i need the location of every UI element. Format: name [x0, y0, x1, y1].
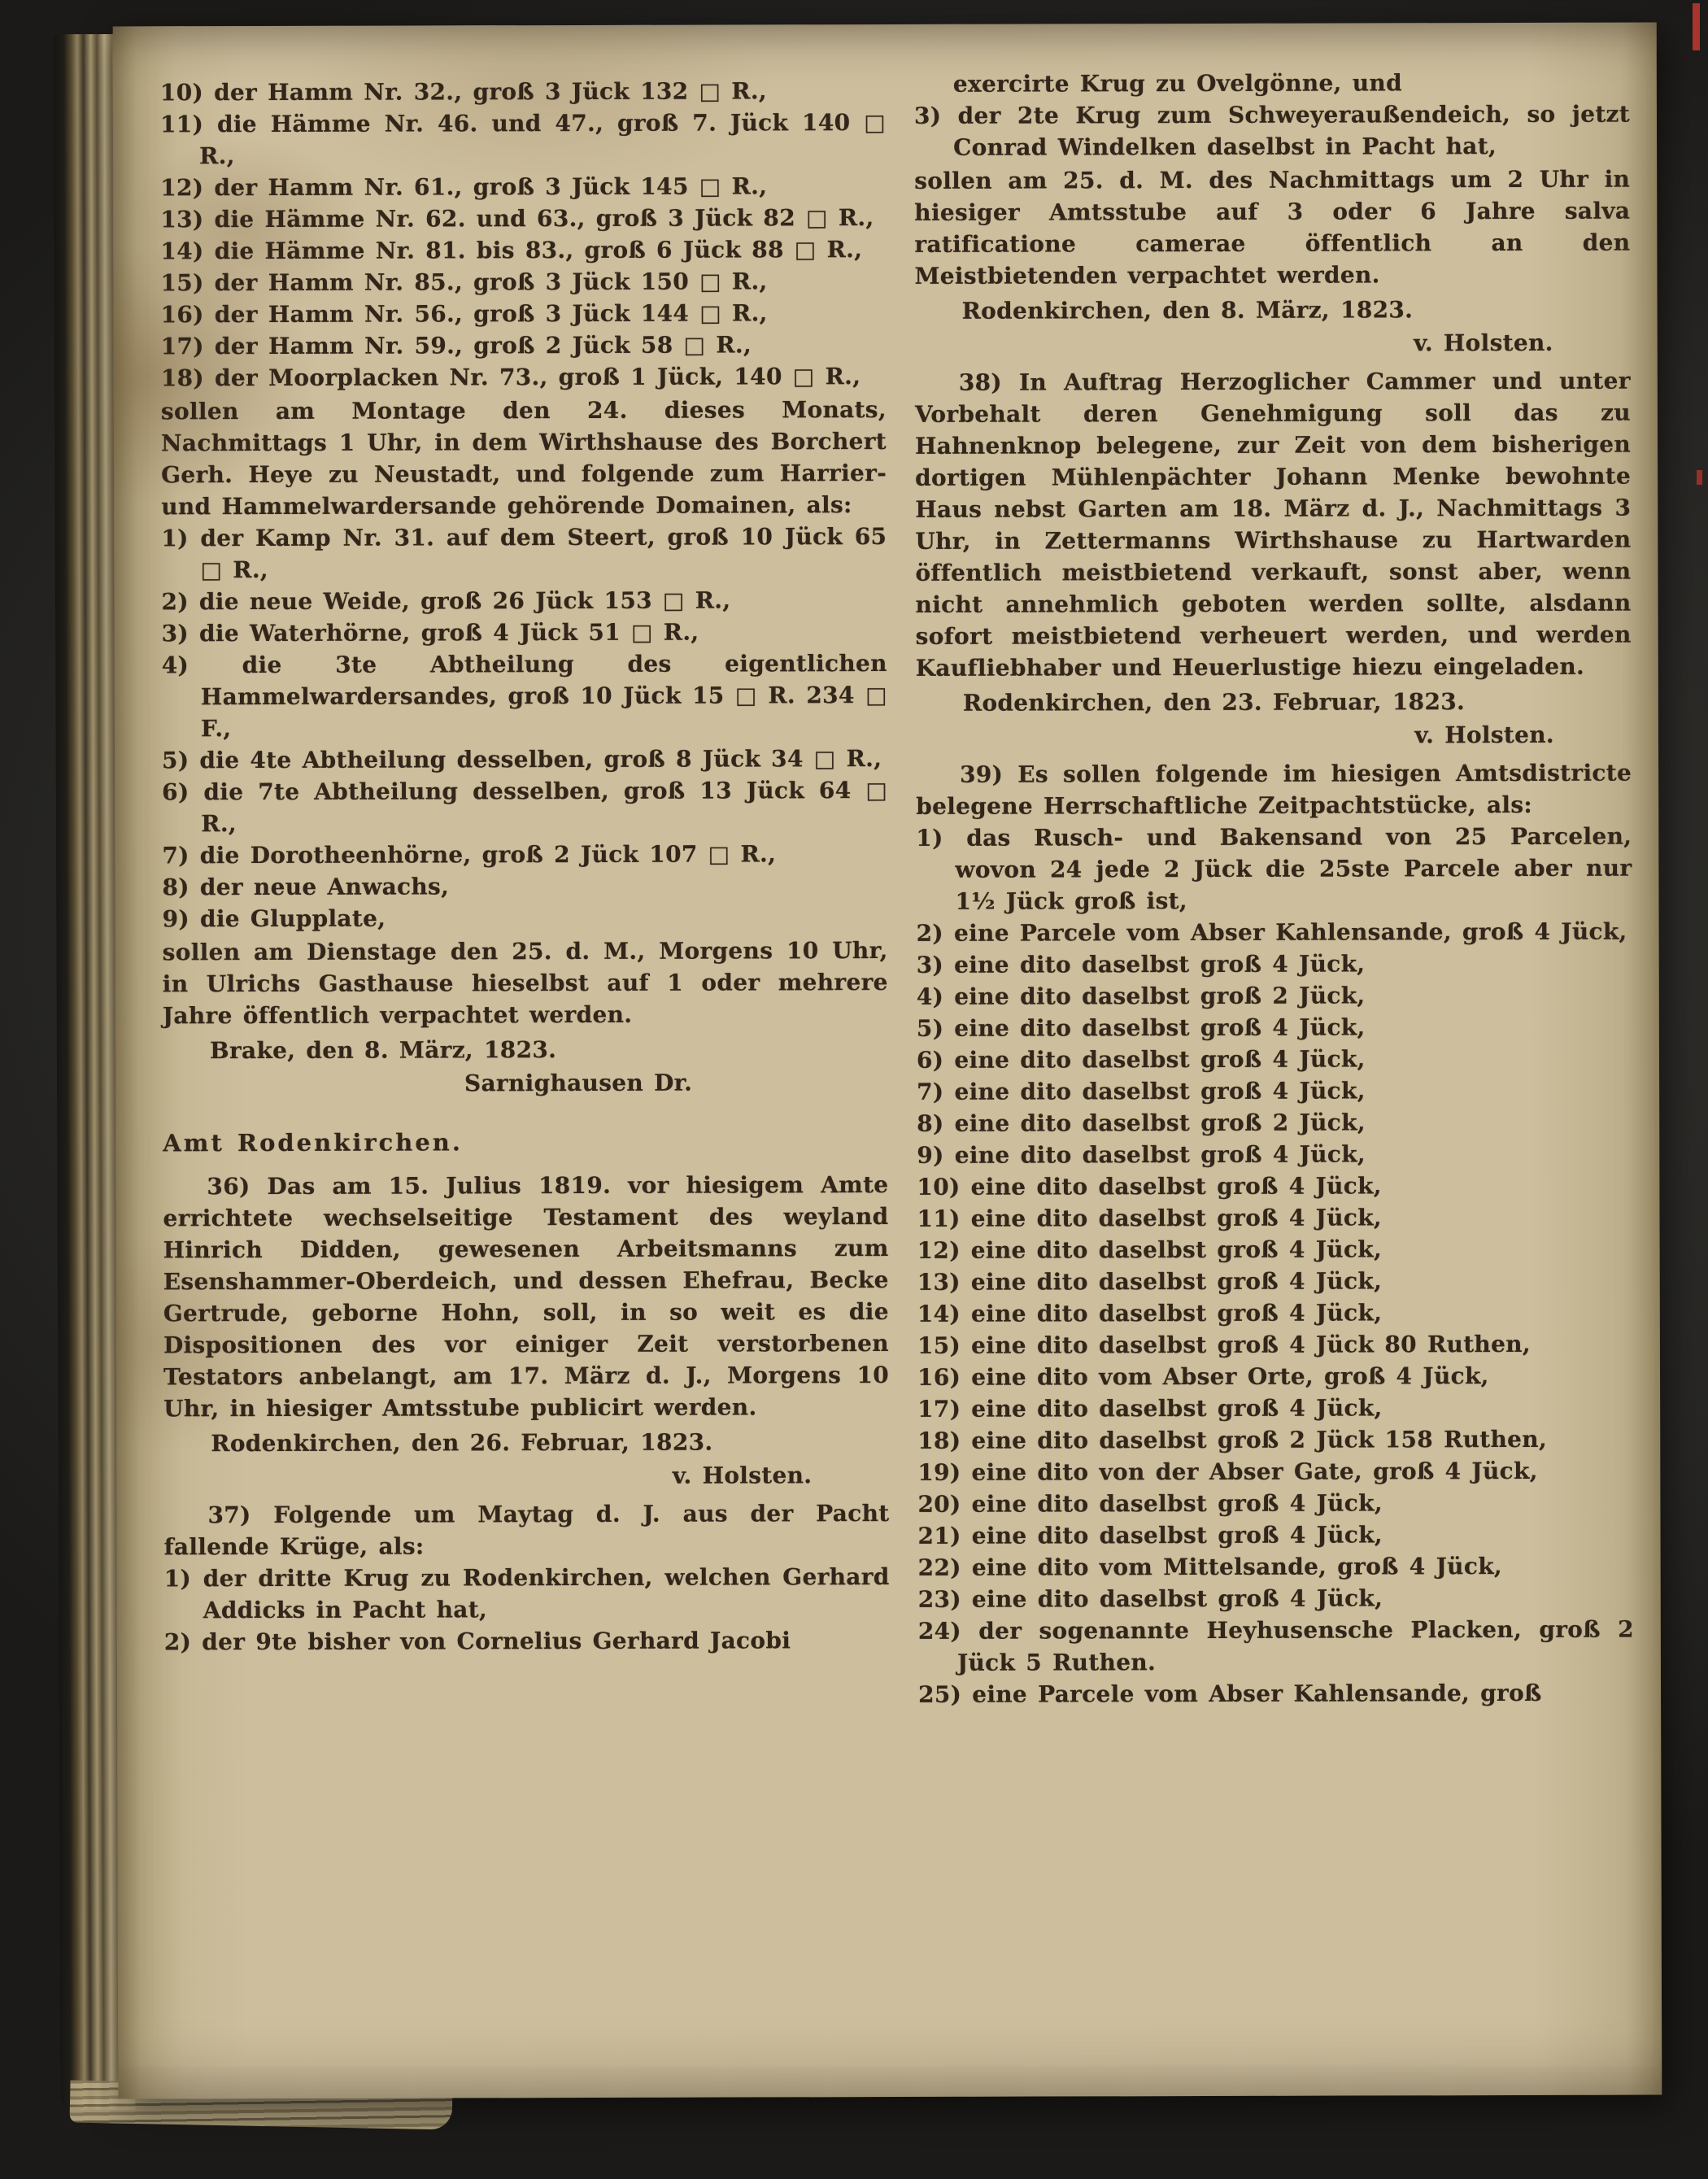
text-block: 3) die Waterhörne, groß 4 Jück 51 □ R., [161, 618, 699, 647]
text-block: 4) eine dito daselbst groß 2 Jück, [916, 982, 1366, 1010]
text-block: sollen am Montage den 24. dieses Monats, Nachmittags 1 Uhr, in dem Wirthshause des Borchert Gerh. Heye zu Neustadt, und folgende zum Harrier- und Hammelwardersande gehörende Domainen, als: [160, 396, 887, 521]
text-block: 11) eine dito daselbst groß 4 Jück, [917, 1204, 1382, 1232]
text-block: 21) eine dito daselbst groß 4 Jück, [917, 1521, 1383, 1549]
text-block: 36) Das am 15. Julius 1819. vor hiesigem Amte errichtete wechselseitige Testament des weyland Hinrich Didden, gewesenen Arbeitsmanns zum Esenshammer-Oberdeich, und dessen Ehefrau, Becke Gertrude, geborne Hohn, soll, in so weit es die Dispositionen des vor einiger Zeit verstorbenen Testators anbelangt, am 17. März d. J., Morgens 10 Uhr, in hiesiger Amtsstube publicirt werden. [163, 1170, 890, 1423]
text-block: 3) der 2te Krug zum Schweyeraußendeich, so jetzt Conrad Windelken daselbst in Pacht hat, [913, 100, 1630, 161]
text-block: 16) eine dito vom Abser Orte, groß 4 Jück, [917, 1362, 1489, 1391]
text-block: v. Holsten. [1414, 721, 1554, 749]
text-block: Rodenkirchen, den 23. Februar, 1823. [962, 688, 1466, 717]
text-block: 13) eine dito daselbst groß 4 Jück, [917, 1267, 1383, 1296]
text-block: 19) eine dito von der Abser Gate, groß 4 Jück, [917, 1457, 1538, 1486]
red-edge-mark [1697, 470, 1702, 485]
text-block: 2) der 9te bisher von Cornelius Gerhard Jacobi [163, 1627, 791, 1656]
text-block: 5) die 4te Abtheilung desselben, groß 8 Jück 34 □ R., [161, 745, 882, 774]
document-page [113, 23, 1662, 2099]
text-block: 9) die Glupplate, [162, 904, 386, 933]
text-block: 14) die Hämme Nr. 81. bis 83., groß 6 Jück 88 □ R., [160, 236, 863, 265]
red-bookmark-mark [1693, 3, 1700, 50]
text-block: 2) die neue Weide, groß 26 Jück 153 □ R., [161, 586, 731, 616]
text-block: 15) eine dito daselbst groß 4 Jück 80 Ruthen, [917, 1330, 1531, 1359]
text-block: 37) Folgende um Maytag d. J. aus der Pacht fallende Krüge, als: [163, 1499, 890, 1561]
text-block: 2) eine Parcele vom Abser Kahlensande, groß 4 Jück, [916, 917, 1627, 947]
text-block: Rodenkirchen, den 8. März, 1823. [961, 296, 1414, 325]
text-block: 8) eine dito daselbst groß 2 Jück, [917, 1109, 1366, 1137]
text-block: 15) der Hamm Nr. 85., groß 3 Jück 150 □ R., [160, 268, 768, 297]
text-block: 20) eine dito daselbst groß 4 Jück, [917, 1489, 1383, 1518]
text-block: 11) die Hämme Nr. 46. und 47., groß 7. Jück 140 □ R., [159, 109, 887, 170]
text-block: 7) eine dito daselbst groß 4 Jück, [917, 1077, 1366, 1105]
text-block: exercirte Krug zu Ovelgönne, und [952, 69, 1402, 98]
text-block: 4) die 3te Abtheilung des eigentlichen Hammelwardersandes, groß 10 Jück 15 □ R. 234 □ F., [161, 649, 887, 743]
text-block: v. Holsten. [1414, 329, 1553, 357]
text-block: 5) eine dito daselbst groß 4 Jück, [916, 1013, 1366, 1042]
text-block: 18) eine dito daselbst groß 2 Jück 158 Ruthen, [917, 1425, 1548, 1454]
section-heading: Amt Rodenkirchen. [163, 1128, 464, 1157]
right-column [914, 67, 1634, 1711]
text-block: 39) Es sollen folgende im hiesigen Amtsdistricte belegene Herrschaftliche Zeitpachtstücke, als: [916, 759, 1632, 820]
text-block: 3) eine dito daselbst groß 4 Jück, [916, 950, 1366, 978]
text-block: 8) der neue Anwachs, [162, 873, 450, 901]
text-block: 9) eine dito daselbst groß 4 Jück, [917, 1140, 1366, 1169]
text-block: 7) die Dorotheenhörne, groß 2 Jück 107 □ R., [162, 840, 777, 869]
text-block: sollen am Dienstage den 25. d. M., Morgens 10 Uhr, in Ulrichs Gasthause hieselbst auf 1 oder mehrere Jahre öffentlich verpachtet werden. [162, 936, 888, 1030]
text-block: Brake, den 8. März, 1823. [209, 1036, 557, 1065]
text-block: 24) der sogenannte Heyhusensche Placken, groß 2 Jück 5 Ruthen. [917, 1615, 1634, 1676]
text-block: 38) In Auftrag Herzoglicher Cammer und unter Vorbehalt deren Genehmigung soll das zu Hahnenknop belegene, zur Zeit von dem bisherigen dortigen Mühlenpächter Johann Menke bewohnte Haus nebst Garten am 18. März d. J., Nachmittags 3 Uhr, in Zettermanns Wirthshause zu Hartwarden öffentlich meistbietend verkauft, sonst aber, wenn nicht annehmlich geboten werden sollte, alsdann sofort meistbietend verheuert werden, und werden Kaufliebhaber und Heuerlustige hiezu eingeladen. [914, 367, 1632, 682]
text-block: Rodenkirchen, den 26. Februar, 1823. [211, 1428, 713, 1458]
text-block: 1) der Kamp Nr. 31. auf dem Steert, groß 10 Jück 65 □ R., [161, 522, 887, 584]
text-block: 14) eine dito daselbst groß 4 Jück, [917, 1299, 1383, 1327]
text-block: 17) der Hamm Nr. 59., groß 2 Jück 58 □ R., [160, 331, 752, 360]
text-block: 22) eine dito vom Mittelsande, groß 4 Jück, [917, 1553, 1502, 1581]
text-block: 10) der Hamm Nr. 32., groß 3 Jück 132 □ R., [159, 77, 767, 107]
text-block: 23) eine dito daselbst groß 4 Jück, [917, 1584, 1383, 1613]
text-block: 6) eine dito daselbst groß 4 Jück, [916, 1045, 1366, 1074]
text-block: 17) eine dito daselbst groß 4 Jück, [917, 1394, 1383, 1423]
text-block: 1) der dritte Krug zu Rodenkirchen, welchen Gerhard Addicks in Pacht hat, [163, 1562, 890, 1624]
text-block: 10) eine dito daselbst groß 4 Jück, [917, 1172, 1382, 1201]
text-block: v. Holsten. [672, 1462, 813, 1489]
text-block: 12) eine dito daselbst groß 4 Jück, [917, 1235, 1383, 1264]
text-block: 13) die Hämme Nr. 62. und 63., groß 3 Jück 82 □ R., [160, 204, 874, 233]
text-block: 16) der Hamm Nr. 56., groß 3 Jück 144 □ R., [160, 299, 768, 329]
text-block: Sarnighausen Dr. [464, 1069, 693, 1097]
left-column [160, 75, 890, 1658]
text-block: 25) eine Parcele vom Abser Kahlensande, groß [917, 1679, 1542, 1708]
text-block: sollen am 25. d. M. des Nachmittags um 2 Uhr in hiesiger Amtsstube auf 3 oder 6 Jahre salva ratificatione camerae öffentlich an den Meistbietenden verpachtet werden. [914, 165, 1631, 290]
text-block: 6) die 7te Abtheilung desselben, groß 13 Jück 64 □ R., [162, 776, 888, 838]
text-block: 18) der Moorplacken Nr. 73., groß 1 Jück, 140 □ R., [160, 363, 861, 392]
text-block: 1) das Rusch- und Bakensand von 25 Parcelen, wovon 24 jede 2 Jück die 25ste Parcele aber nur 1½ Jück groß ist, [916, 822, 1632, 915]
text-block: 12) der Hamm Nr. 61., groß 3 Jück 145 □ R., [160, 172, 768, 202]
